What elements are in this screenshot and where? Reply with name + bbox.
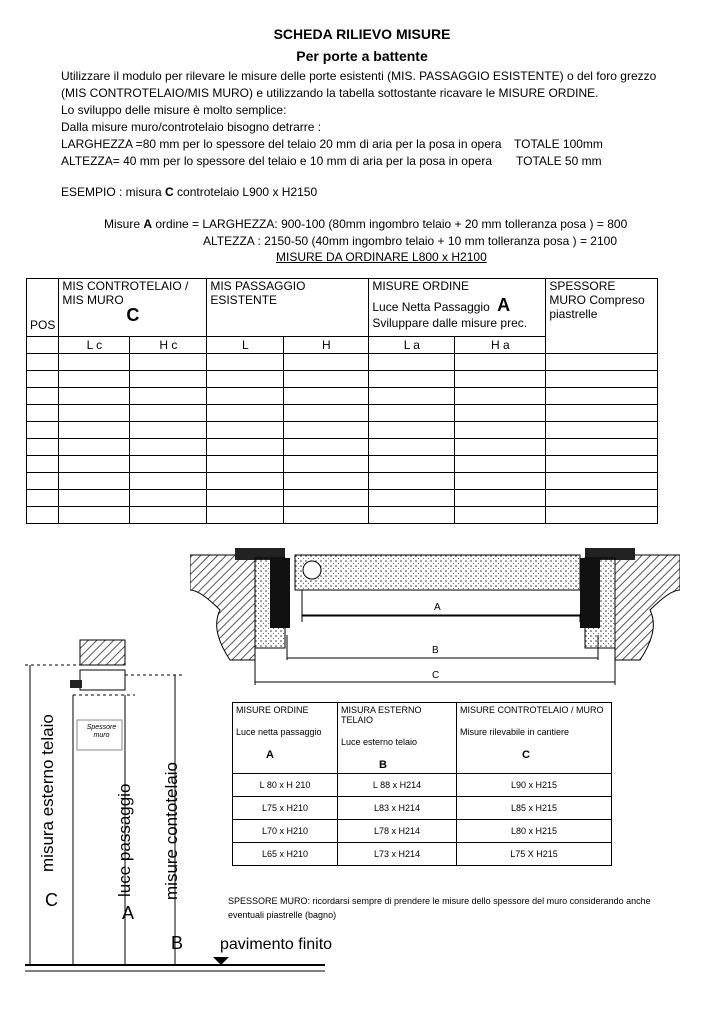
example-line: ESEMPIO : misura C controtelaio L900 x H2150 (61, 185, 318, 199)
table-row: L70 x H210 L78 x H214 L80 x H215 (233, 820, 612, 843)
col-controtelaio-header: MIS CONTROTELAIO / MIS MURO C (59, 279, 207, 337)
intro-line-6-total: TOTALE 50 mm (516, 154, 602, 168)
col-passaggio-header: MIS PASSAGGIO ESISTENTE (207, 279, 369, 337)
floor-arrow-icon (213, 957, 229, 965)
table-row[interactable] (27, 422, 658, 439)
table-row[interactable] (27, 507, 658, 524)
door-frame-line (302, 590, 582, 615)
pavimento-label: pavimento finito (220, 936, 333, 953)
label-misure-contotelaio: misure contotelaio (162, 762, 181, 900)
table-row[interactable] (27, 439, 658, 456)
dim-label-c: C (432, 670, 440, 681)
sub-l: L (207, 337, 284, 354)
hinge-icon (303, 561, 321, 579)
table-row: L 80 x H 210 L 88 x H214 L90 x H215 (233, 774, 612, 797)
col-ordine-header: MISURE ORDINE Luce Netta Passaggio A Sviluppare dalle misure prec. (369, 279, 546, 337)
sub-ha: H a (455, 337, 546, 354)
sub-lc: L c (59, 337, 130, 354)
dim-label-a: A (434, 602, 441, 613)
label-misura-esterno: misura esterno telaio (38, 714, 57, 872)
col-pos-header: POS (27, 279, 59, 337)
right-wall (615, 555, 680, 660)
left-jamb (270, 558, 290, 628)
table-row[interactable] (27, 405, 658, 422)
intro-line-1: Utilizzare il modulo per rilevare le misure delle porte esistenti (MIS. PASSAGGIO ESISTENTE) o del foro grezzo (61, 69, 657, 83)
wall-top (80, 640, 125, 665)
col-spessore-header: SPESSORE MURO Compreso piastrelle (546, 279, 658, 354)
page-title: SCHEDA RILIEVO MISURE (273, 26, 451, 42)
table-row[interactable] (27, 388, 658, 405)
table-row: L75 x H210 L83 x H214 L85 x H215 (233, 797, 612, 820)
side-label-a: A (122, 903, 135, 923)
order-reference-table (232, 702, 612, 866)
spessore-muro-label: Spessore muro (86, 724, 117, 739)
small-header-2: MISURA ESTERNO TELAIO Luce esterno telaio B (338, 703, 457, 774)
label-luce-passaggio: luce passaggio (115, 783, 134, 897)
intro-line-3: Lo sviluppo delle misure è molto semplice: (61, 103, 287, 117)
small-header-3: MISURE CONTROTELAIO / MURO Misure rilevabile in cantiere C (457, 703, 612, 774)
intro-line-5-total: TOTALE 100mm (514, 137, 603, 151)
table-row[interactable] (27, 354, 658, 371)
side-label-c: C (45, 890, 58, 910)
intro-line-4: Dalla misure muro/controtelaio bisogno detrarre : (61, 120, 322, 134)
side-label-b: B (171, 933, 184, 953)
intro-line-5: LARGHEZZA =80 mm per lo spessore del telaio 20 mm di aria per la posa in opera (61, 137, 502, 151)
right-jamb (580, 558, 600, 628)
small-header-1: MISURE ORDINE Luce netta passaggio A (233, 703, 338, 774)
table-row[interactable] (27, 473, 658, 490)
door-leaf (295, 555, 580, 590)
sub-h: H (284, 337, 369, 354)
example-result: MISURE DA ORDINARE L800 x H2100 (276, 250, 487, 264)
dim-label-b: B (432, 645, 439, 656)
intro-line-2: (MIS CONTROTELAIO/MIS MURO) e utilizzando la tabella sottostante ricavare le MISURE ORDINE. (61, 86, 599, 100)
measurement-table (26, 278, 658, 524)
example-height: ALTEZZA : 2150-50 (40mm ingombro telaio + 10 mm tolleranza posa ) = 2100 (203, 234, 617, 248)
frame-detail (80, 670, 125, 690)
page-subtitle: Per porte a battente (296, 48, 428, 64)
sub-la: L a (369, 337, 455, 354)
table-row[interactable] (27, 371, 658, 388)
table-row: L65 x H210 L73 x H214 L75 X H215 (233, 843, 612, 866)
note-line-1: SPESSORE MURO: ricordarsi sempre di prendere le misure dello spessore del muro considerando anche (228, 896, 651, 906)
table-row[interactable] (27, 456, 658, 473)
example-width: Misure A ordine = LARGHEZZA: 900-100 (80mm ingombro telaio + 20 mm tolleranza posa ) = 800 (104, 217, 628, 231)
intro-line-6: ALTEZZA= 40 mm per lo spessore del telaio e 10 mm di aria per la posa in opera (61, 154, 492, 168)
sub-hc: H c (130, 337, 207, 354)
table-row[interactable] (27, 490, 658, 507)
note-line-2: eventuali piastrelle (bagno) (228, 910, 337, 920)
